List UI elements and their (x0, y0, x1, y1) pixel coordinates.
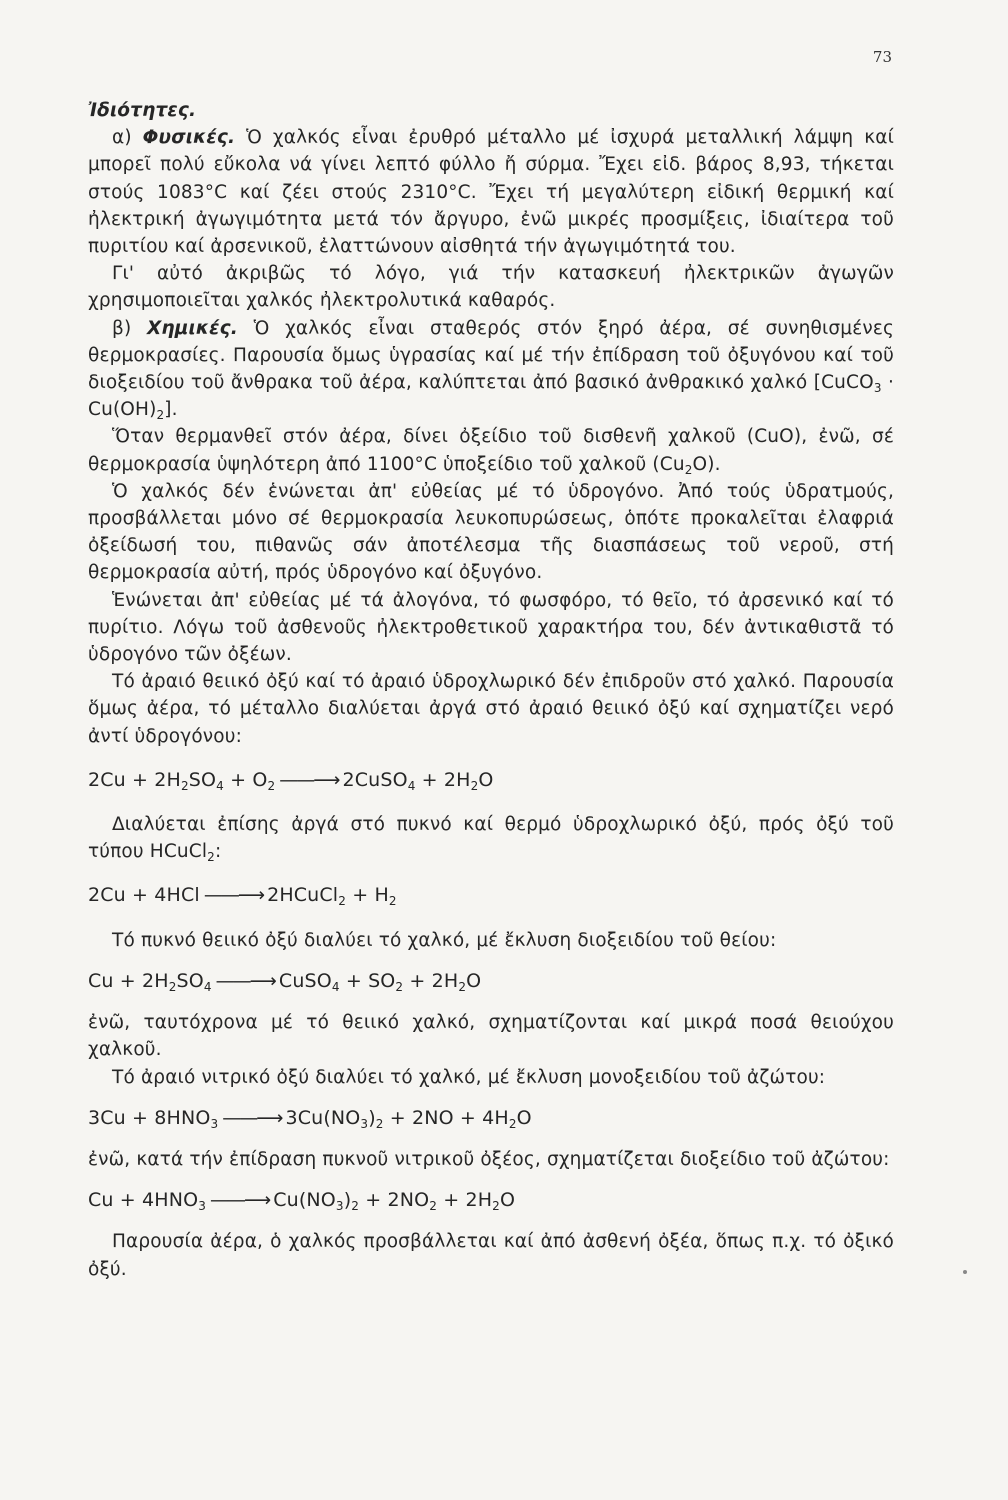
halogens-paragraph: Ἑνώνεται ἀπ' εὐθείας μέ τά ἀλογόνα, τό φωσφόρο, τό θεῖο, τό ἀρσενικό καί τό πυρίτιο. Λόγω τοῦ ἀσθενοῦς ἠλεκτροθετικοῦ χαρακτήρα του, δέν ἀντικαθιστᾶ τό ὑδρογόνο τῶν ὀξέων. (88, 589, 894, 666)
hydrogen-paragraph: Ὁ χαλκός δέν ἑνώνεται ἀπ' εὐθείας μέ τό ὑδρογόνο. Ἀπό τούς ὑδρατμούς, προσβάλλεται μόνο σέ θερμοκρασία λευκοπυρώσεως, ὁπότε προκαλεῖται ἐλαφριά ὀξείδωσή του, πιθανῶς σάν ἀποτέλεσμα τῆς διασπάσεως τοῦ νεροῦ, στή θερμοκρασία αὐτή, πρός ὑδρογόνο καί ὀξυγόνο. (88, 480, 894, 584)
reaction-arrow: ——⟶ (279, 768, 339, 791)
dilute-acids-paragraph: Τό ἀραιό θειικό ὀξύ καί τό ἀραιό ὑδροχλωρικό δέν ἐπιδροῦν στό χαλκό. Παρουσία ὅμως ἀέρα, τό μέταλλο διαλύεται ἀργά στό ἀραιό θειικό ὀξύ καί σχηματίζει νερό ἀντί ὑδρογόνου: (88, 671, 894, 747)
reaction-arrow: ——⟶ (203, 884, 264, 907)
dilute-hno3-paragraph: Τό ἀραιό νιτρικό ὀξύ διαλύει τό χαλκό, μέ ἔκλυση μονοξειδίου τοῦ ἀζώτου: (112, 1066, 826, 1088)
weak-acids-paragraph: Παρουσία ἀέρα, ὁ χαλκός προσβάλλεται καί ἀπό ἀσθενή ὀξέα, ὅπως π.χ. τό ὀξικό ὀξύ. (88, 1231, 894, 1280)
equation-4: $3Cu + 8HNO_3——⟶3Cu(NO_3)_2 + 2NO + 4H_2O$ (88, 1106, 532, 1131)
equation-3: $Cu + 2H_2SO_4——⟶CuSO_4 + SO_2 + 2H_2O$ (88, 969, 482, 994)
physical-properties-paragraph (88, 124, 894, 260)
page-number: 73 (872, 48, 892, 66)
section-heading: Ἰδιότητες. (88, 100, 197, 121)
reaction-arrow: ——⟶ (210, 1189, 270, 1212)
reaction-arrow: ——⟶ (222, 1106, 282, 1129)
conc-h2so4-paragraph: Τό πυκνό θειικό ὀξύ διαλύει τό χαλκό, μέ ἔκλυση διοξειδίου τοῦ θείου: (112, 929, 777, 951)
equation-5: $Cu + 4HNO_3——⟶Cu(NO_3)_2 + 2NO_2 + 2H_2O$ (88, 1189, 516, 1214)
chemical-text-a: Ὁ χαλκός εἶναι σταθερός στόν ξηρό ἀέρα, σέ συνηθισμένες θερμοκρασίες. Παρουσία ὅμως ὑγρασίας καί μέ τήν ἐπίδραση τοῦ ὀξυγόνου καί τοῦ διοξειδίου τοῦ ἄνθρακα τοῦ ἀέρα, καλύπτεται ἀπό βασικό ἀνθρακικό χαλκό (88, 317, 894, 394)
physical-marker: α) (112, 127, 132, 149)
reaction-arrow: ——⟶ (215, 969, 275, 992)
chemical-title: Χημικές. (147, 317, 238, 339)
heating-paragraph: Ὅταν θερμανθεῖ στόν ἀέρα, δίνει ὀξείδιο τοῦ δισθενῆ χαλκοῦ (CuO), ἐνῶ, σέ θερμοκρασία ὑψηλότερη ἀπό 1100°C ὑποξείδιο τοῦ χαλκοῦ $(Cu_2O)$. (88, 426, 894, 477)
paper-speck (963, 1270, 967, 1274)
physical-text: Ὁ χαλκός εἶναι ἐρυθρό μέταλλο μέ ἰσχυρά μεταλλική λάμψη καί μπορεῖ πολύ εὔκολα νά γίνει λεπτό φύλλο ἤ σύρμα. Ἔχει εἰδ. βάρος 8,93, τήκεται στούς 1083°C καί ζέει στούς 2310°C. Ἔχει τή μεγαλύτερη εἰδική θερμική καί ἠλεκτρική ἀγωγιμότητα μετά τόν ἄργυρο, ἐνῶ μικρές προσμίξεις, ἰδιαίτερα τοῦ πυριτίου καί ἀρσενικοῦ, ἐλαττώνουν αἰσθητά τήν ἀγωγιμότητά του. (88, 127, 895, 258)
sulfide-paragraph: ἐνῶ, ταυτόχρονα μέ τό θειικό χαλκό, σχηματίζονται καί μικρά ποσά θειούχου χαλκοῦ. (88, 1012, 894, 1061)
chemical-properties-paragraph (88, 315, 894, 424)
text-body (88, 97, 894, 1283)
hcl-paragraph: Διαλύεται ἐπίσης ἀργά στό πυκνό καί θερμό ὑδροχλωρικό ὀξύ, πρός ὀξύ τοῦ τύπου HCuCl$_2$: (88, 814, 894, 865)
chemical-marker: β) (112, 317, 132, 339)
equation-1: $2Cu + 2H_2SO_4$ + $O_2——⟶2CuSO_4 + 2H_2O$ (88, 768, 494, 793)
equation-2: 2Cu + 4HCl——⟶2HCuCl$_2$ + $H_2$ (88, 884, 397, 909)
physical-paragraph-2: Γι' αὐτό ἀκριβῶς τό λόγο, γιά τήν κατασκευή ἠλεκτρικῶν ἀγωγῶν χρησιμοποιεῖται χαλκός ἠλεκτρολυτικά καθαρός. (88, 263, 894, 312)
conc-hno3-paragraph: ἐνῶ, κατά τήν ἐπίδραση πυκνοῦ νιτρικοῦ ὀξέος, σχηματίζεται διοξείδιο τοῦ ἀζώτου: (88, 1148, 890, 1170)
physical-title: Φυσικές. (142, 127, 236, 149)
basic-carbonate-formula: [CuCO$_3$ · $Cu(OH)_2$]. (88, 372, 894, 423)
